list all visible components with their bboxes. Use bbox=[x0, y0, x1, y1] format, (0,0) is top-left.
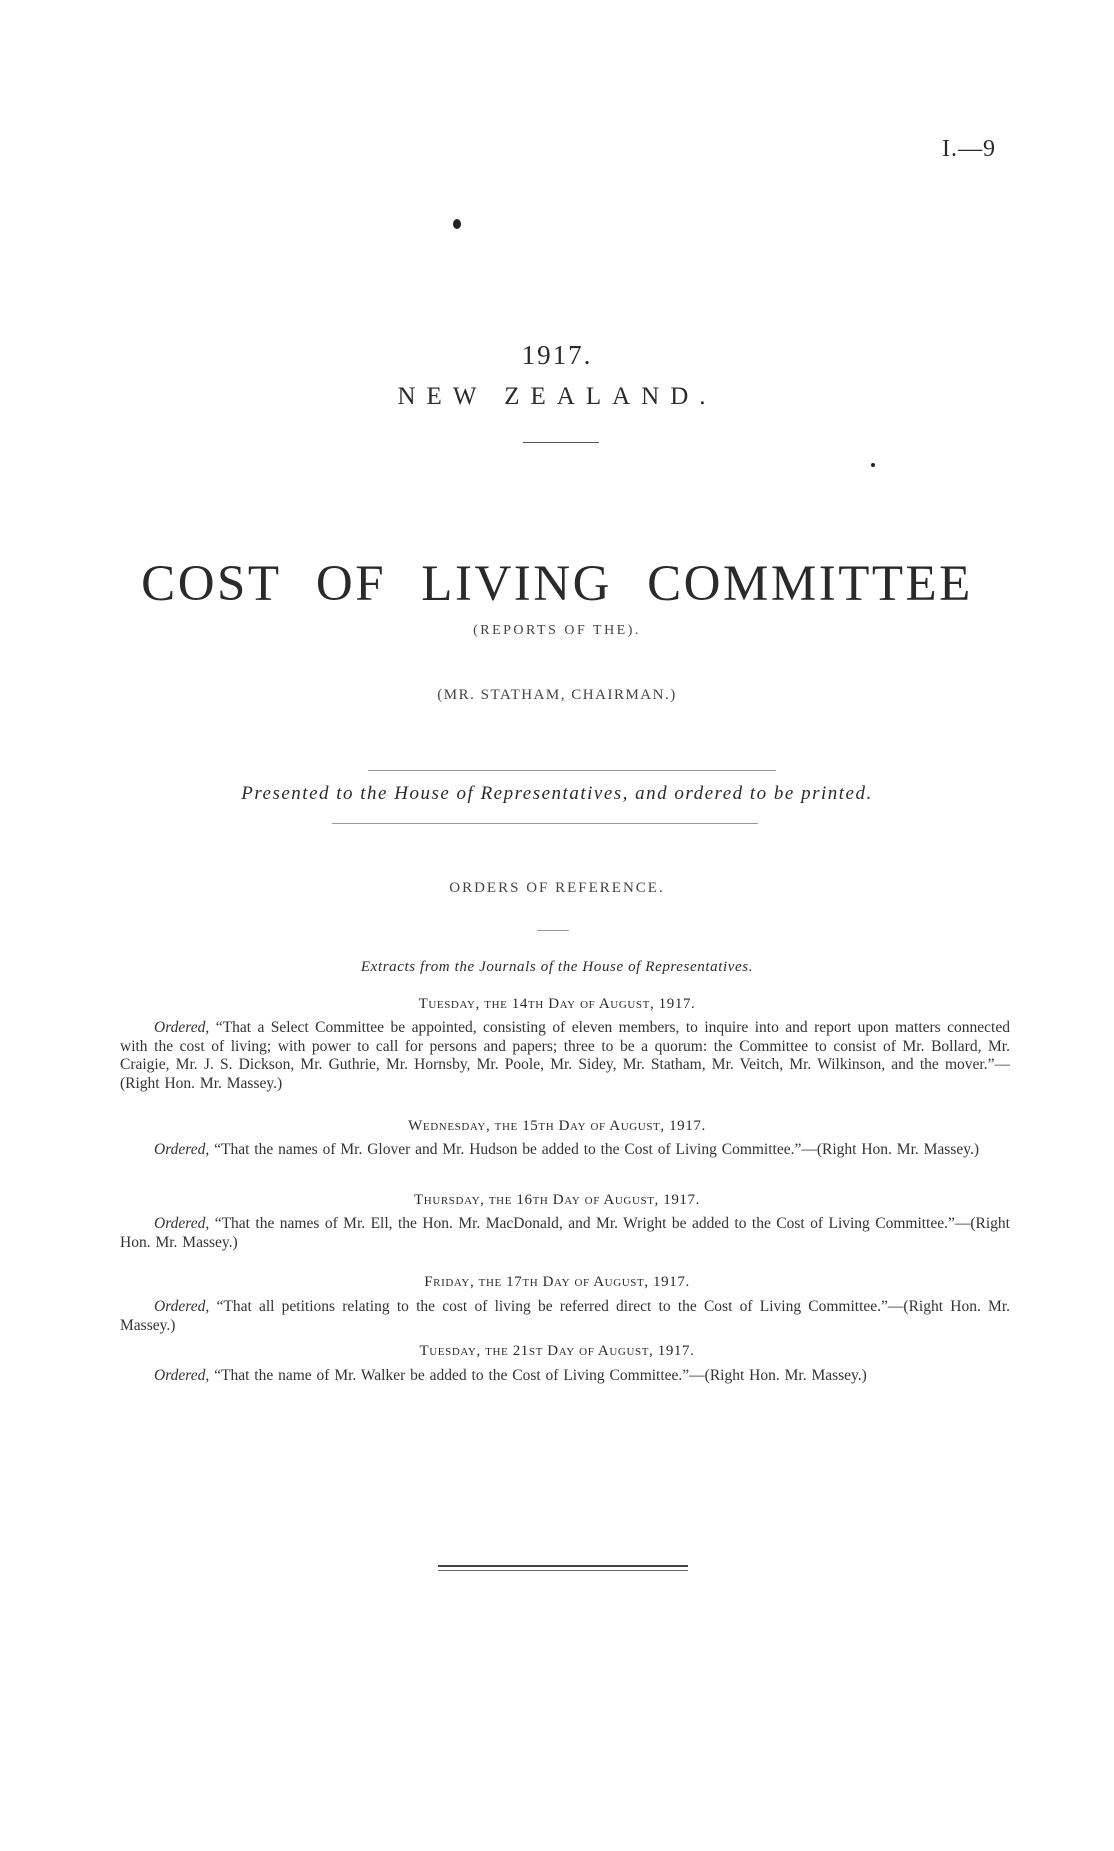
divider bbox=[332, 823, 758, 824]
document-title: COST OF LIVING COMMITTEE bbox=[141, 556, 973, 612]
entry-date: Wednesday, the 15th Day of August, 1917. bbox=[408, 1118, 706, 1134]
chairman-line: (MR. STATHAM, CHAIRMAN.) bbox=[437, 687, 677, 703]
ordered-label: Ordered, bbox=[154, 1141, 210, 1158]
entry-text bbox=[120, 1141, 1010, 1160]
entry-date: Friday, the 17th Day of August, 1917. bbox=[424, 1274, 690, 1290]
entry-date: Tuesday, the 14th Day of August, 1917. bbox=[418, 996, 696, 1012]
entry-date: Tuesday, the 21st Day of August, 1917. bbox=[419, 1343, 695, 1359]
orders-heading: ORDERS OF REFERENCE. bbox=[449, 880, 665, 896]
entry-text bbox=[120, 1298, 1010, 1335]
extracts-line: Extracts from the Journals of the House of Representatives. bbox=[360, 959, 754, 975]
presented-line: Presented to the House of Representatives, and ordered to be printed. bbox=[241, 783, 873, 804]
entry-date: Thursday, the 16th Day of August, 1917. bbox=[414, 1192, 700, 1208]
year: 1917. bbox=[521, 340, 593, 370]
divider bbox=[368, 770, 776, 771]
divider bbox=[523, 442, 599, 443]
entry-body: “That the name of Mr. Walker be added to the Cost of Living Committee.”—(Right Hon. Mr. Massey.) bbox=[209, 1367, 867, 1384]
ink-speck bbox=[871, 463, 875, 467]
entry-body: “That all petitions relating to the cost of living be referred direct to the Cost of Living Committee.”—(Right Hon. Mr. Massey.) bbox=[120, 1298, 1010, 1334]
country: NEW ZEALAND. bbox=[397, 383, 717, 410]
entry-body: “That the names of Mr. Ell, the Hon. Mr. MacDonald, and Mr. Wright be added to the Cost of Living Committee.”—(Right Hon. Mr. Massey.) bbox=[120, 1215, 1010, 1251]
ordered-label: Ordered, bbox=[154, 1367, 210, 1384]
entry-body: “That the names of Mr. Glover and Mr. Hudson be added to the Cost of Living Committee.”—(Right Hon. Mr. Massey.) bbox=[209, 1141, 980, 1158]
ink-speck bbox=[453, 219, 461, 229]
closing-rule bbox=[438, 1570, 688, 1571]
ordered-label: Ordered, bbox=[154, 1019, 210, 1036]
ordered-label: Ordered, bbox=[154, 1298, 210, 1315]
page-code: I.—9 bbox=[942, 136, 996, 162]
divider bbox=[537, 930, 569, 931]
entry-text bbox=[120, 1019, 1010, 1093]
entry-text bbox=[120, 1215, 1010, 1252]
entry-text bbox=[120, 1367, 1010, 1386]
ordered-label: Ordered, bbox=[154, 1215, 210, 1232]
entry-body: “That a Select Committee be appointed, consisting of eleven members, to inquire into and report upon matters connected with the cost of living; with power to call for persons and papers; three to be a quorum: the Committee to consist of Mr. Bollard, Mr. Craigie, Mr. J. S. Dickson, Mr. Guthrie, Mr. Hornsby, Mr. Poole, Mr. Sidey, Mr. Statham, Mr. Veitch, Mr. Wilkinson, and the mover.”—(Right Hon. Mr. Massey.) bbox=[120, 1019, 1010, 1092]
closing-rule bbox=[438, 1565, 688, 1567]
document-subtitle: (REPORTS OF THE). bbox=[473, 623, 641, 638]
